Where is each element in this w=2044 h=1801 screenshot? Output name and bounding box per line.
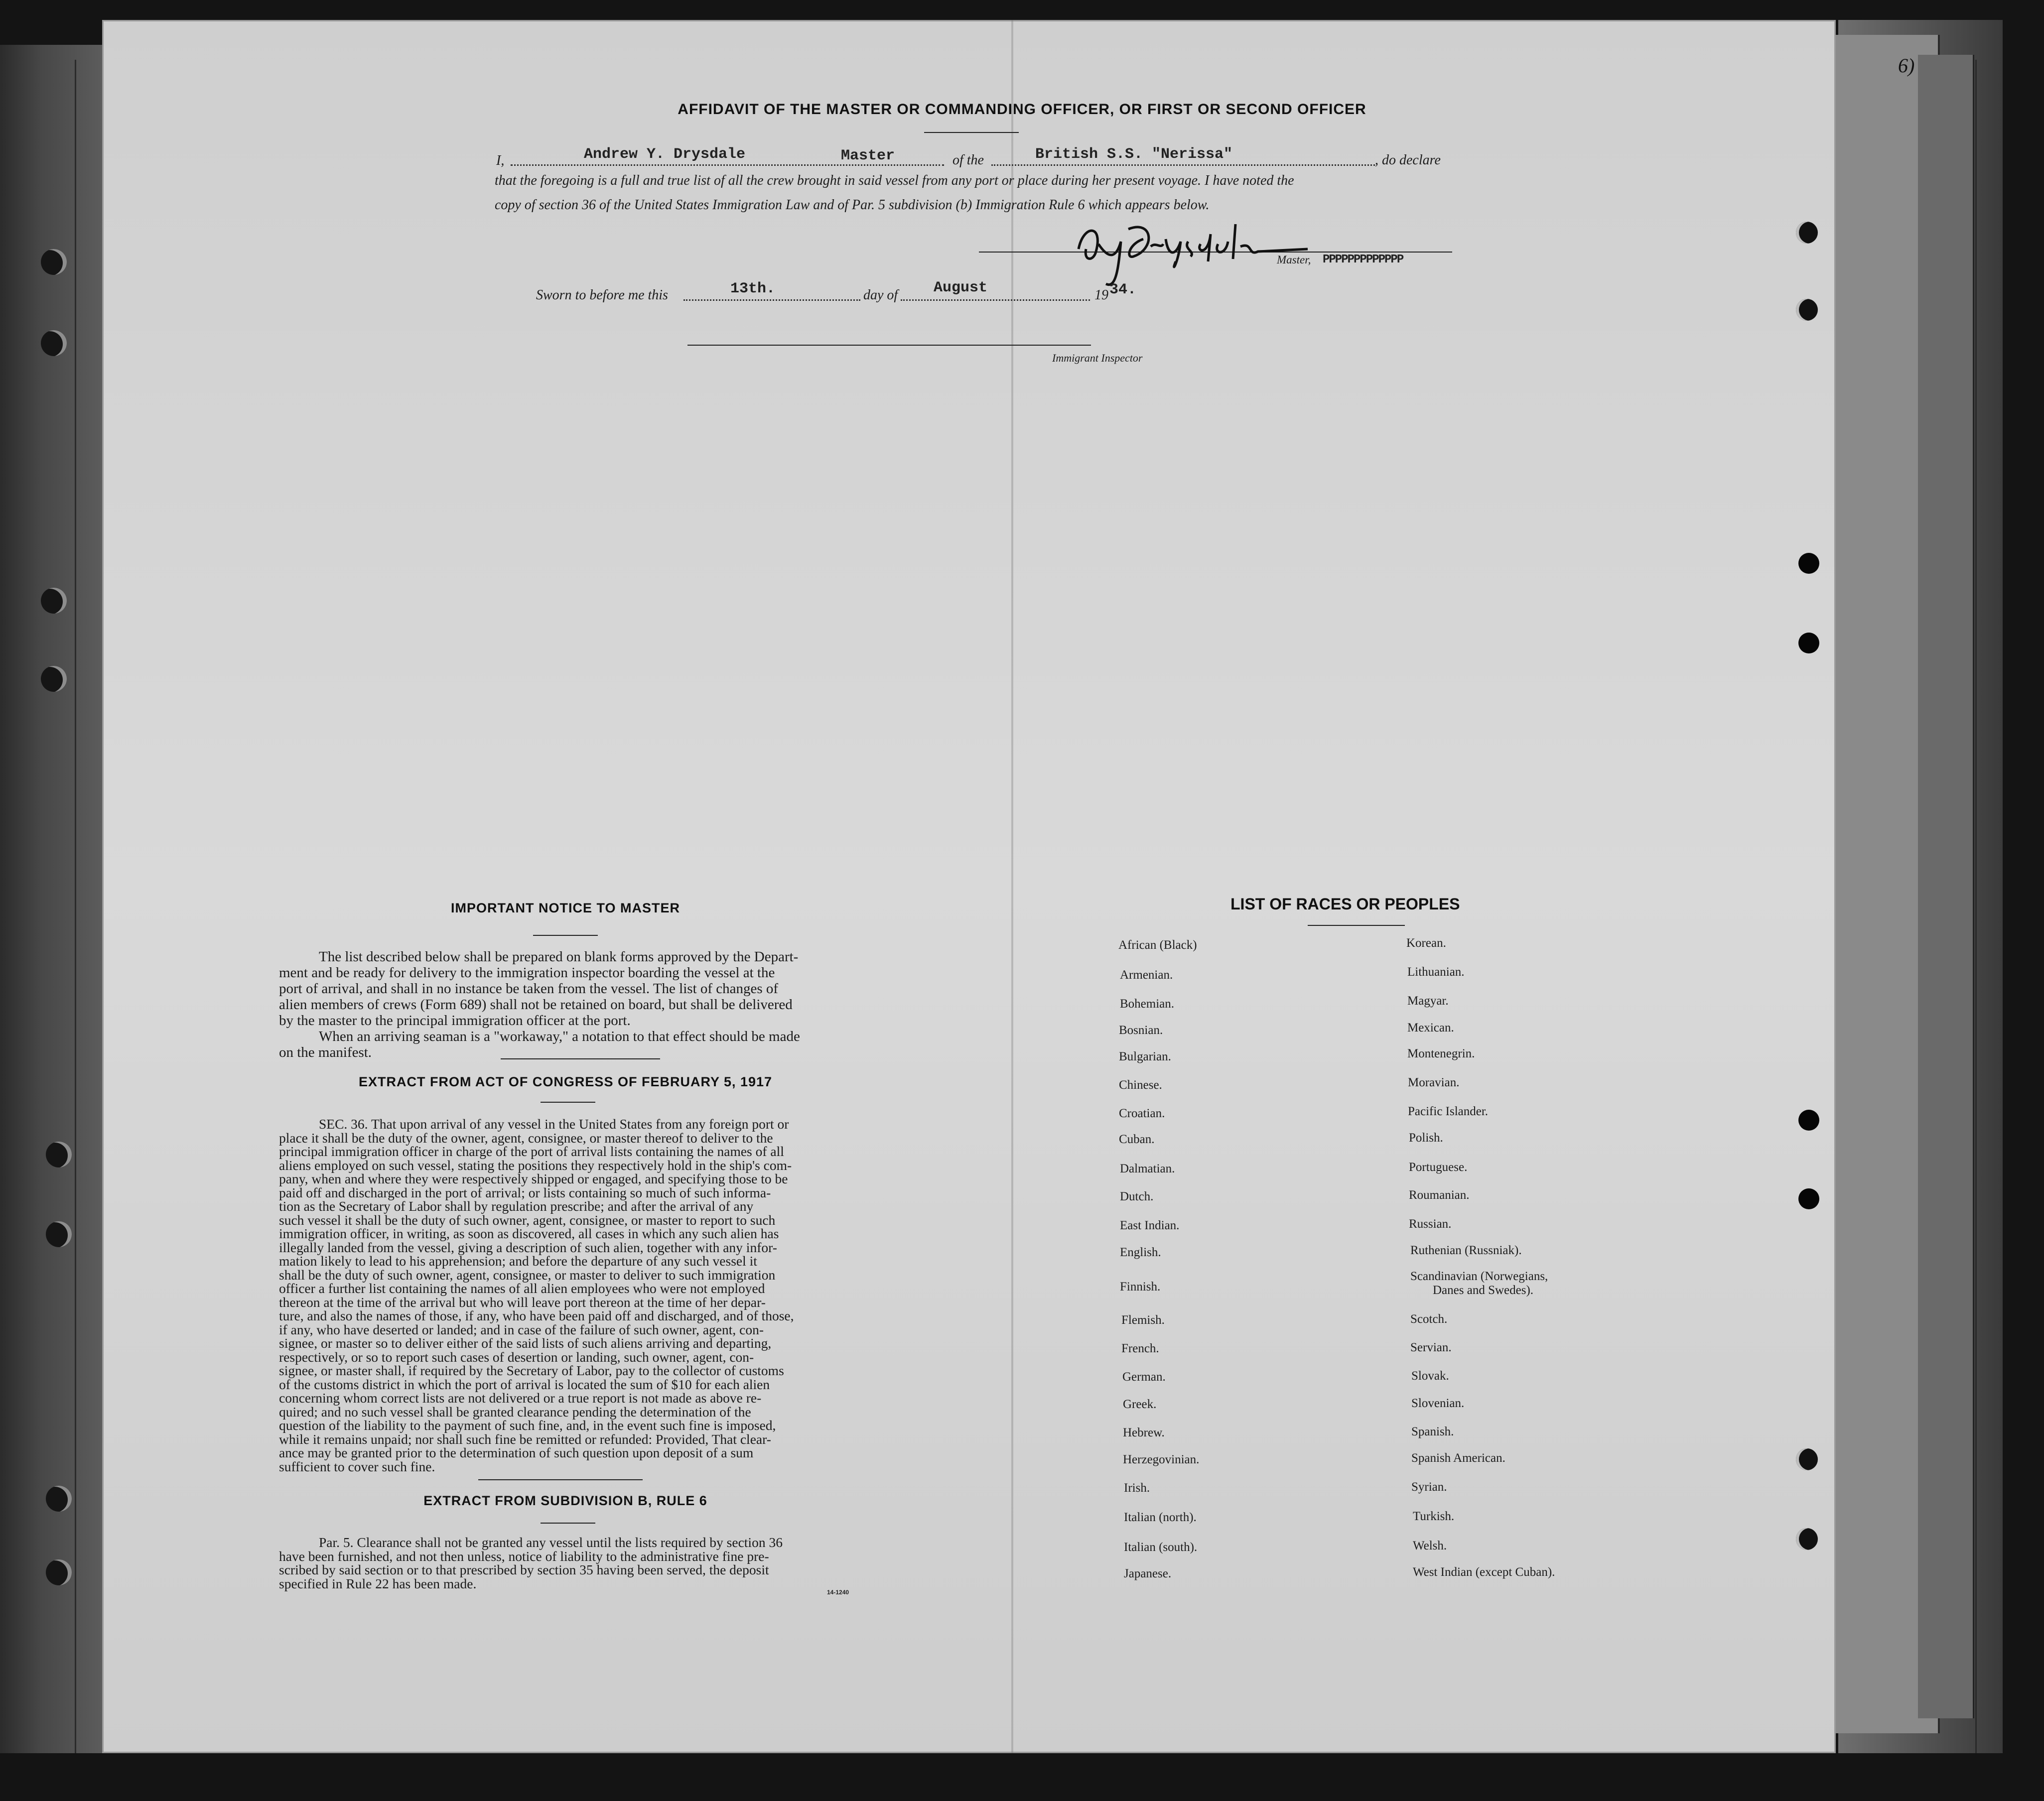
race-item: German. [1122, 1370, 1166, 1384]
race-item: West Indian (except Cuban). [1413, 1565, 1555, 1579]
act-line: ture, and also the names of those, if any, who have been paid off and discharged, and of those, [279, 1308, 794, 1323]
notice-p1-line: by the master to the principal immigration officer at the port. [279, 1013, 631, 1029]
act-line: illegally landed from the vessel, giving a description of such alien, together with any infor- [279, 1239, 777, 1255]
notice-p2-line: When an arriving seaman is a "workaway," a notation to that effect should be made [319, 1029, 800, 1044]
race-item: Pacific Islander. [1408, 1105, 1489, 1118]
rule-heading-rule [541, 1523, 595, 1524]
punch-hole [1796, 1448, 1818, 1470]
notice-p1-line: ment and be ready for delivery to the immigration inspector boarding the vessel at the [279, 965, 775, 981]
race-item: Slovenian. [1411, 1397, 1465, 1410]
race-item: Scandinavian (Norwegians, [1410, 1270, 1548, 1283]
affidavit-line-2: that the foregoing is a full and true list of all the crew brought in said vessel from any port or place during her present voyage. I have noted the [495, 173, 1294, 188]
form-code: 14-1240 [827, 1589, 849, 1596]
officer-rank: Master [841, 147, 895, 164]
punch-hole [1796, 299, 1818, 321]
race-item: Korean. [1406, 936, 1446, 950]
act-line: principal immigration officer in charge of the port of arrival lists containing the names of all [279, 1144, 784, 1159]
act-line: respectively, or so to report such cases of desertion or landing, such owner, agent, con- [279, 1349, 754, 1365]
race-item: Slovak. [1411, 1369, 1449, 1383]
act-line: if any, who have deserted or landed; and in case of the failure of such owner, agent, con- [279, 1321, 764, 1337]
notice-rule [533, 935, 598, 936]
vessel-line [991, 164, 1375, 166]
inspector-line [687, 345, 1091, 346]
act-line: while it remains unpaid; nor shall such fine be remitted or refunded: Provided, That clear- [279, 1431, 771, 1447]
race-item: Bosnian. [1119, 1024, 1163, 1037]
race-item: Irish. [1124, 1481, 1150, 1495]
race-item: Italian (north). [1124, 1511, 1197, 1524]
race-item: Italian (south). [1124, 1541, 1198, 1554]
act-line: officer a further list containing the names of all alien employees who were not employed [279, 1281, 765, 1296]
month-line [901, 299, 1090, 301]
punch-hole [1798, 633, 1819, 653]
binder-ring-hole [46, 1221, 72, 1247]
notice-section-rule [501, 1058, 660, 1059]
race-item: Cuban. [1119, 1133, 1155, 1146]
vessel-name: British S.S. "Nerissa" [1035, 146, 1233, 163]
sworn-day: 13th. [730, 280, 776, 297]
sheet-fold [1011, 20, 1013, 1753]
year-suffix: 34. [1109, 281, 1137, 298]
sworn-label: Sworn to before me this [536, 287, 668, 303]
notice-p1-line: alien members of crews (Form 689) shall not be retained on board, but shall be delivered [279, 997, 793, 1013]
race-item: Syrian. [1411, 1480, 1447, 1494]
binder-ring-hole [41, 666, 67, 692]
act-line: place it shall be the duty of the owner, agent, consignee, or master thereof to deliver to the [279, 1130, 773, 1146]
punch-hole [1796, 222, 1818, 244]
act-rule [541, 1102, 595, 1103]
races-heading: LIST OF RACES OR PEOPLES [1230, 895, 1460, 913]
officer-name: Andrew Y. Drysdale [584, 146, 746, 163]
act-line: paid off and discharged in the port of arrival; or lists containing so much of such informa- [279, 1184, 771, 1200]
race-item: Lithuanian. [1407, 965, 1465, 979]
race-item: Spanish. [1411, 1425, 1454, 1438]
binder-ring-hole [46, 1142, 72, 1167]
master-struck-text: PPPPPPPPPPPPP [1323, 253, 1403, 266]
i-label: I, [496, 153, 505, 168]
act-line: signee, or master so to deliver either of the said lists of such aliens arriving and departing, [279, 1335, 772, 1351]
sworn-month: August [934, 279, 988, 296]
race-item: Welsh. [1413, 1539, 1447, 1552]
act-line: thereon at the time of the arrival but who will leave port thereon at the time of her depar- [279, 1294, 766, 1310]
underlying-pages-back [1918, 55, 1974, 1718]
act-section-rule [478, 1479, 643, 1480]
race-item: African (Black) [1118, 938, 1197, 952]
year-prefix: 19 [1094, 287, 1108, 303]
binder-ring-hole [41, 588, 67, 614]
race-item: Polish. [1409, 1131, 1443, 1145]
act-heading: EXTRACT FROM ACT OF CONGRESS OF FEBRUARY 5, 1917 [358, 1074, 773, 1089]
race-item: Turkish. [1413, 1510, 1455, 1523]
race-item: Scotch. [1410, 1312, 1448, 1326]
race-item: Portuguese. [1409, 1160, 1468, 1174]
race-item: Flemish. [1121, 1313, 1165, 1327]
notice-p1-line: The list described below shall be prepared on blank forms approved by the Depart- [319, 949, 799, 965]
day-of-label: day of [863, 287, 898, 303]
race-item: Herzegovinian. [1123, 1453, 1200, 1466]
affidavit-rule [924, 132, 1019, 133]
race-item: Dutch. [1120, 1190, 1154, 1203]
act-line: SEC. 36. That upon arrival of any vessel in the United States from any foreign port or [319, 1116, 789, 1132]
act-line: mation likely to lead to his apprehension; and before the departure of any such vessel it [279, 1253, 757, 1269]
race-item: Mexican. [1407, 1021, 1454, 1034]
notice-p1-line: port of arrival, and shall in no instance be taken from the vessel. The list of changes of [279, 981, 779, 997]
notice-heading: IMPORTANT NOTICE TO MASTER [451, 900, 680, 915]
binder-ring-hole [41, 249, 67, 275]
of-the-label: of the [953, 152, 984, 168]
rule-line: scribed by said section or to that prescribed by section 35 having been served, the deposit [279, 1562, 769, 1577]
rule-line: Par. 5. Clearance shall not be granted any vessel until the lists required by section 36 [319, 1535, 783, 1550]
day-line [683, 299, 860, 301]
races-rule [1308, 925, 1405, 926]
affidavit-heading: AFFIDAVIT OF THE MASTER OR COMMANDING OFFICER, OR FIRST OR SECOND OFFICER [678, 101, 1366, 118]
act-line: aliens employed on such vessel, stating the positions they respectively hold in the ship's com- [279, 1157, 792, 1173]
race-item: Danes and Swedes). [1433, 1284, 1534, 1297]
race-item: East Indian. [1120, 1219, 1180, 1232]
race-item: Russian. [1409, 1217, 1452, 1231]
rule-line: have been furnished, and not then unless, notice of liability to the administrative fine pre- [279, 1548, 769, 1564]
act-line: ance may be granted prior to the determination of such question upon deposit of a sum [279, 1445, 754, 1460]
act-line: shall be the duty of such owner, agent, consignee, or master to deliver to such immigration [279, 1267, 776, 1283]
master-label: Master, [1277, 254, 1311, 266]
notice-p2-line: on the manifest. [279, 1044, 372, 1060]
margin-note: 6) [1898, 54, 1915, 77]
race-item: Montenegrin. [1407, 1047, 1475, 1060]
race-item: English. [1120, 1246, 1161, 1259]
binder-spine-line [75, 60, 76, 1753]
race-item: Chinese. [1119, 1078, 1162, 1092]
binder-spine-line-right [1975, 60, 1977, 1753]
race-item: French. [1121, 1342, 1159, 1355]
punch-hole [1798, 1110, 1819, 1131]
notice-paragraph-1 [279, 949, 859, 1060]
binder-ring-hole [41, 330, 67, 356]
act-line: immigration officer, in writing, as soon as discovered, all cases in which any such alien has [279, 1226, 779, 1241]
race-item: Armenian. [1120, 968, 1173, 982]
punch-hole [1798, 1188, 1819, 1209]
act-line: concerning whom correct lists are not delivered or a true report is not made as above re- [279, 1390, 762, 1406]
act-line: of the customs district in which the port of arrival is located the sum of $10 for each alien [279, 1376, 770, 1392]
binder-ring-hole [46, 1486, 72, 1512]
binder-ring-hole [46, 1559, 72, 1585]
act-line: signee, or master shall, if required by the Secretary of Labor, pay to the collector of customs [279, 1363, 784, 1378]
race-item: Japanese. [1124, 1567, 1172, 1580]
punch-hole [1796, 1528, 1818, 1550]
race-item: Servian. [1410, 1341, 1452, 1354]
act-line: tion as the Secretary of Labor shall by regulation prescribe; and after the arrival of any [279, 1198, 754, 1214]
race-item: Magyar. [1407, 994, 1449, 1008]
act-line: quired; and no such vessel shall be granted clearance pending the determination of the [279, 1404, 751, 1419]
punch-hole [1798, 553, 1819, 574]
race-item: Bulgarian. [1119, 1050, 1171, 1063]
race-item: Greek. [1123, 1398, 1157, 1411]
affidavit-line-3: copy of section 36 of the United States Immigration Law and of Par. 5 subdivision (b) Immigration Rule 6 which appears below. [495, 197, 1210, 213]
act-line: such vessel it shall be the duty of such owner, agent, consignee, or master to report to such [279, 1212, 776, 1228]
inspector-label: Immigrant Inspector [1052, 352, 1143, 364]
race-item: Moravian. [1408, 1076, 1460, 1089]
act-line: sufficient to cover such fine. [279, 1458, 435, 1474]
do-declare-label: , do declare [1375, 152, 1441, 168]
rule-par-5 [279, 1536, 859, 1590]
race-item: Finnish. [1120, 1280, 1161, 1293]
race-item: Ruthenian (Russniak). [1410, 1244, 1522, 1257]
race-item: Hebrew. [1123, 1426, 1165, 1439]
act-section-36 [279, 1117, 859, 1473]
act-line: pany, when and where they were respectively shipped or engaged, and specifying those to be [279, 1171, 788, 1186]
race-item: Dalmatian. [1120, 1162, 1175, 1175]
rule-line: specified in Rule 22 has been made. [279, 1575, 477, 1591]
rule-heading: EXTRACT FROM SUBDIVISION B, RULE 6 [423, 1493, 707, 1508]
race-item: Spanish American. [1411, 1451, 1505, 1465]
race-item: Bohemian. [1120, 997, 1175, 1011]
race-item: Croatian. [1119, 1107, 1165, 1120]
race-item: Roumanian. [1409, 1188, 1470, 1202]
name-line [511, 164, 944, 166]
act-line: question of the liability to the payment of such fine, and, in the event such fine is imposed, [279, 1417, 776, 1433]
